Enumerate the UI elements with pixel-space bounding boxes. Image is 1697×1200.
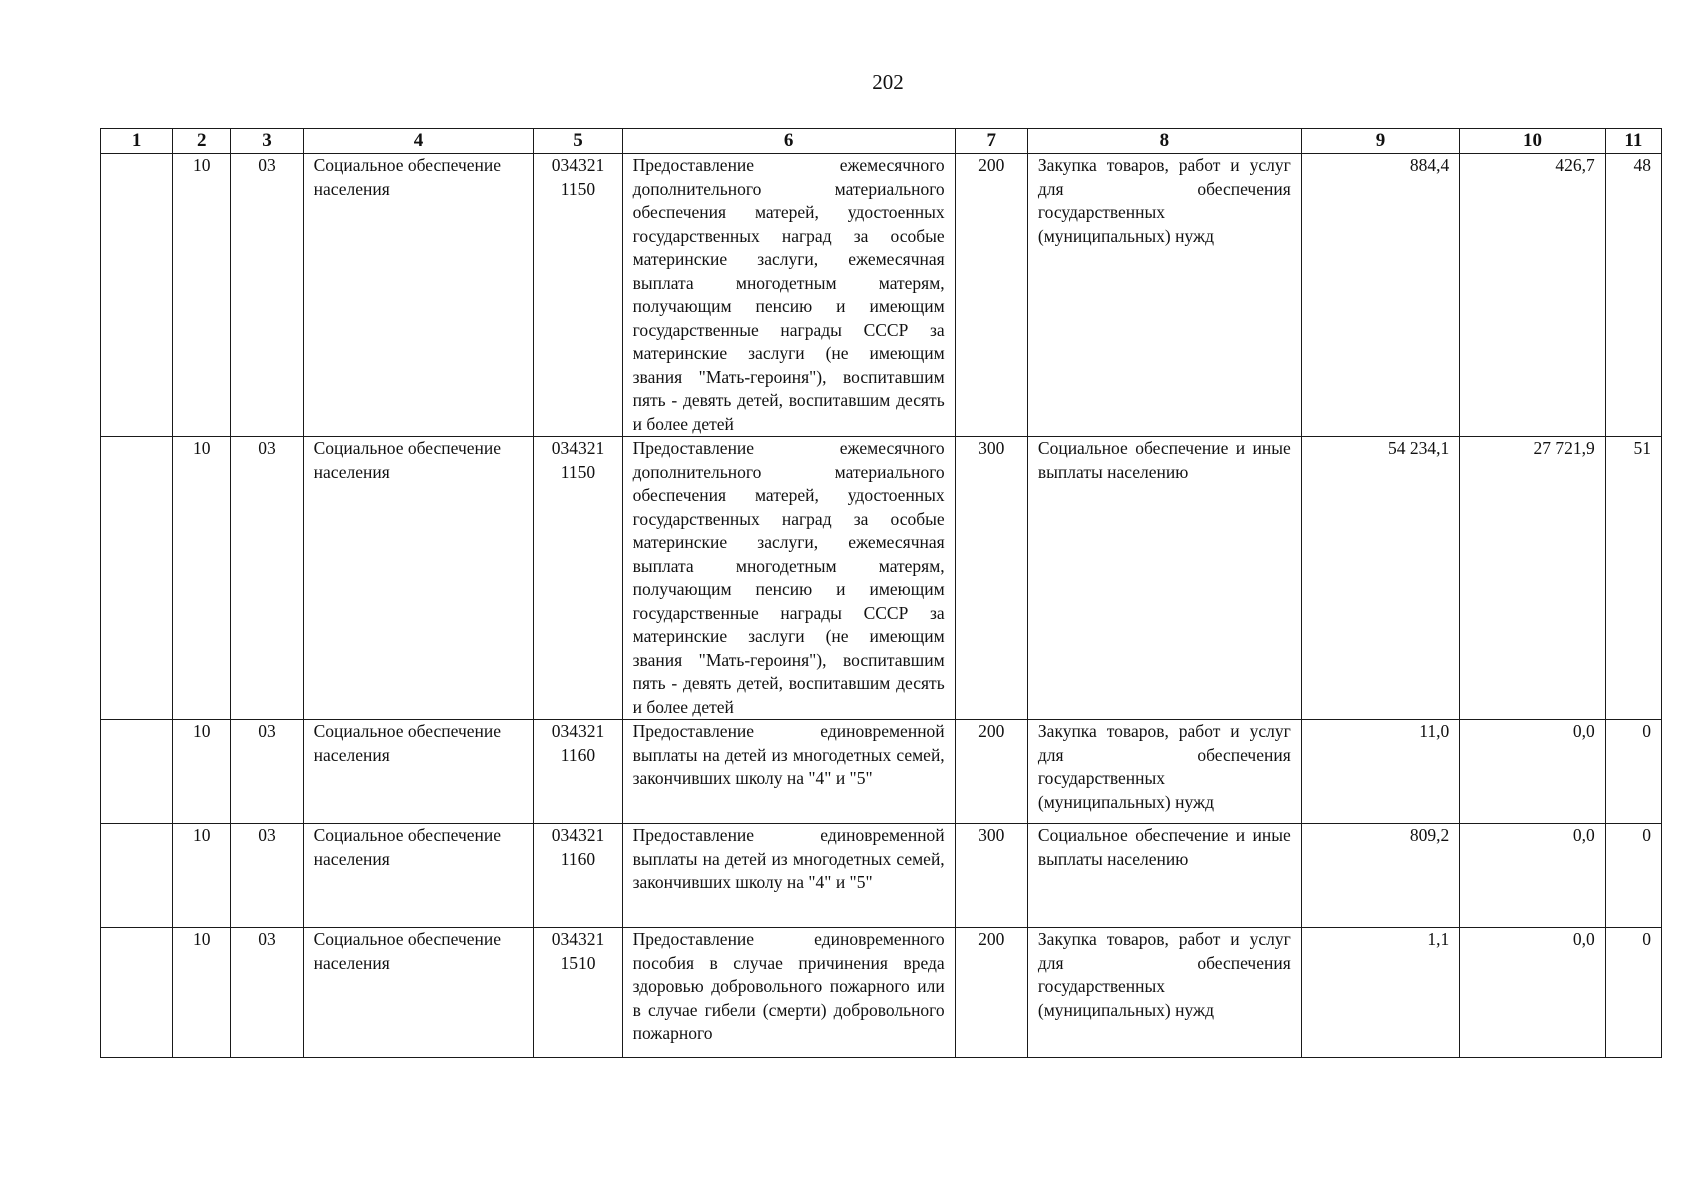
cell-expense-code: 200 [955,720,1027,824]
cell-section-name: Социальное обеспечение населения [303,928,534,1058]
cell-subsection: 03 [231,437,303,720]
cell-amount-9: 1,1 [1301,928,1460,1058]
cell-expense-code: 300 [955,824,1027,928]
cell-expense-code: 200 [955,154,1027,437]
column-header: 11 [1605,129,1661,154]
column-header: 9 [1301,129,1460,154]
cell-expense-type: Социальное обеспечение и иные выплаты населению [1027,824,1301,928]
column-header: 2 [173,129,231,154]
cell-section-name: Социальное обеспечение населения [303,154,534,437]
budget-table [100,128,1662,1058]
cell-description: Предоставление единовременного пособия в случае причинения вреда здоровью добровольного пожарного или в случае гибели (смерти) добровольного пожарного [622,928,955,1058]
cell-amount-10: 0,0 [1460,824,1605,928]
cell-description: Предоставление ежемесячного дополнительного материального обеспечения матерей, удостоенных государственных наград за особые материнские заслуги, ежемесячная выплата многодетным матерям, получающим пенсию и имеющим государственные награды СССР за материнские заслуги (не имеющим звания "Мать-героиня"), воспитавшим пять - девять детей, воспитавшим десять и более детей [622,437,955,720]
column-header: 8 [1027,129,1301,154]
cell-percent: 0 [1605,928,1661,1058]
cell-percent: 48 [1605,154,1661,437]
cell-percent: 0 [1605,824,1661,928]
column-header: 10 [1460,129,1605,154]
cell-amount-10: 426,7 [1460,154,1605,437]
cell-expense-type: Закупка товаров, работ и услуг для обеспечения государственных (муниципальных) нужд [1027,928,1301,1058]
cell-expense-type: Социальное обеспечение и иные выплаты населению [1027,437,1301,720]
table-header-row [101,129,1662,154]
column-header: 4 [303,129,534,154]
table-row [101,928,1662,1058]
cell-percent: 0 [1605,720,1661,824]
cell-amount-9: 884,4 [1301,154,1460,437]
column-header: 7 [955,129,1027,154]
cell-subsection: 03 [231,720,303,824]
cell-target-code: 034321 1150 [534,154,622,437]
cell-col1 [101,437,173,720]
cell-expense-type: Закупка товаров, работ и услуг для обеспечения государственных (муниципальных) нужд [1027,720,1301,824]
cell-section: 10 [173,154,231,437]
cell-target-code: 034321 1160 [534,824,622,928]
column-header: 3 [231,129,303,154]
cell-section: 10 [173,720,231,824]
cell-amount-9: 54 234,1 [1301,437,1460,720]
column-header: 1 [101,129,173,154]
cell-col1 [101,928,173,1058]
cell-col1 [101,720,173,824]
cell-subsection: 03 [231,154,303,437]
table-row [101,437,1662,720]
cell-col1 [101,824,173,928]
cell-expense-code: 200 [955,928,1027,1058]
column-header: 6 [622,129,955,154]
cell-percent: 51 [1605,437,1661,720]
cell-expense-type: Закупка товаров, работ и услуг для обеспечения государственных (муниципальных) нужд [1027,154,1301,437]
cell-amount-10: 27 721,9 [1460,437,1605,720]
cell-description: Предоставление ежемесячного дополнительного материального обеспечения матерей, удостоенных государственных наград за особые материнские заслуги, ежемесячная выплата многодетным матерям, получающим пенсию и имеющим государственные награды СССР за материнские заслуги (не имеющим звания "Мать-героиня"), воспитавшим пять - девять детей, воспитавшим десять и более детей [622,154,955,437]
cell-subsection: 03 [231,824,303,928]
cell-col1 [101,154,173,437]
cell-section-name: Социальное обеспечение населения [303,437,534,720]
cell-amount-9: 809,2 [1301,824,1460,928]
cell-target-code: 034321 1510 [534,928,622,1058]
cell-description: Предоставление единовременной выплаты на детей из многодетных семей, закончивших школу на "4" и "5" [622,720,955,824]
table-row [101,824,1662,928]
cell-section-name: Социальное обеспечение населения [303,824,534,928]
cell-section: 10 [173,824,231,928]
column-header: 5 [534,129,622,154]
cell-section: 10 [173,928,231,1058]
cell-subsection: 03 [231,928,303,1058]
cell-expense-code: 300 [955,437,1027,720]
cell-target-code: 034321 1150 [534,437,622,720]
page-number: 202 [872,70,904,94]
cell-target-code: 034321 1160 [534,720,622,824]
cell-section-name: Социальное обеспечение населения [303,720,534,824]
cell-amount-9: 11,0 [1301,720,1460,824]
cell-description: Предоставление единовременной выплаты на детей из многодетных семей, закончивших школу на "4" и "5" [622,824,955,928]
cell-section: 10 [173,437,231,720]
table-row [101,720,1662,824]
cell-amount-10: 0,0 [1460,720,1605,824]
table-row [101,154,1662,437]
cell-amount-10: 0,0 [1460,928,1605,1058]
